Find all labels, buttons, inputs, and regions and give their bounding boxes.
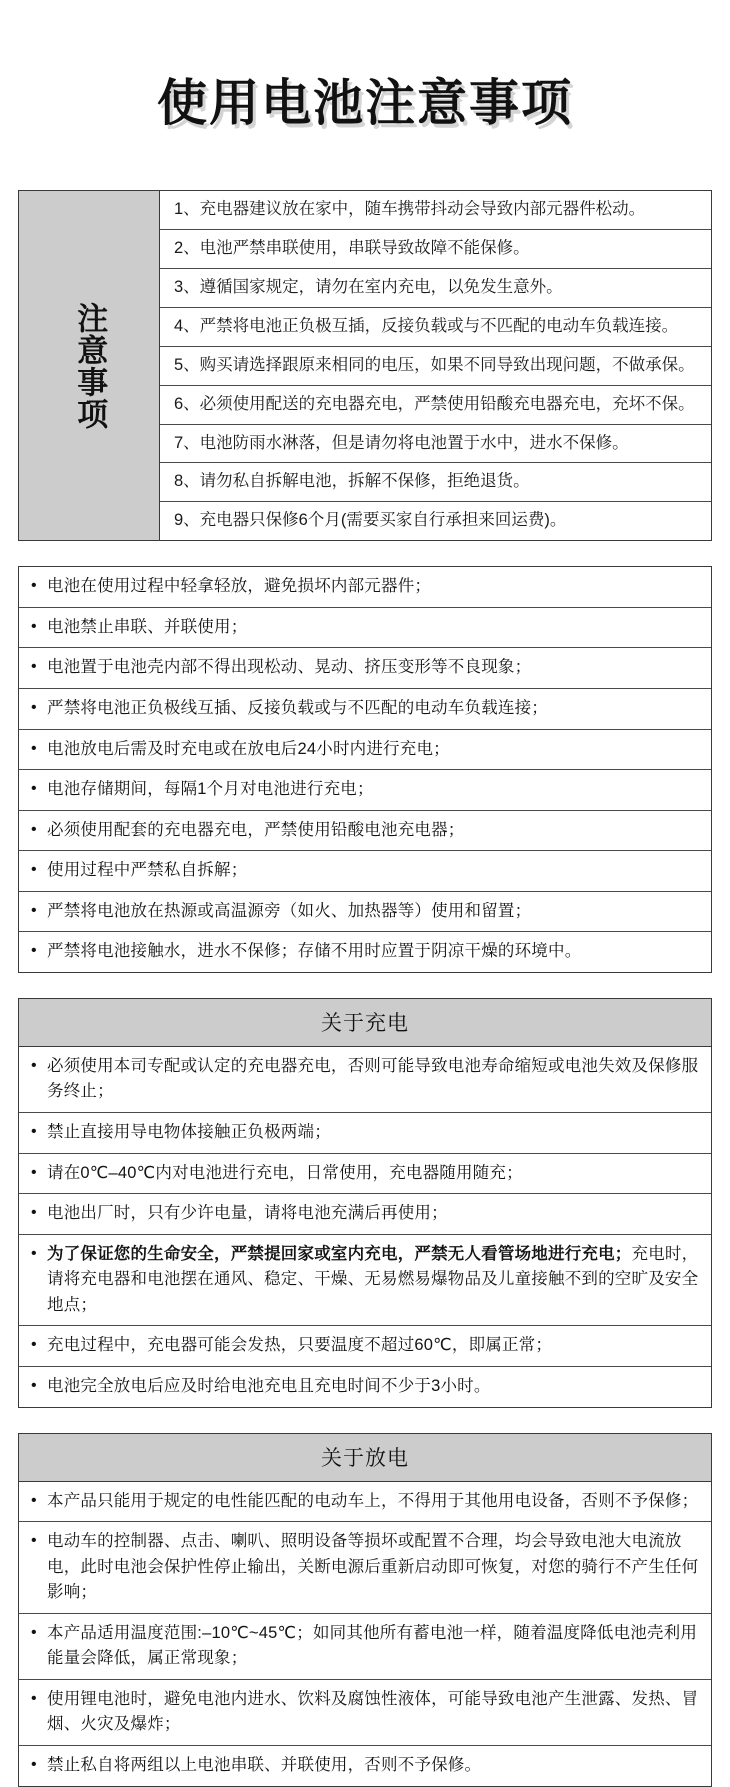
bullet-icon: •: [31, 1376, 37, 1394]
list-item-text: 禁止直接用导电物体接触正负极两端；: [47, 1123, 331, 1142]
list-item: [19, 1154, 711, 1195]
bullet-icon: •: [31, 1204, 37, 1222]
list-item: [19, 1367, 711, 1407]
usage-bullet-list: [19, 567, 711, 972]
list-item: [19, 567, 711, 608]
bullet-icon: •: [31, 1056, 37, 1074]
list-item-text: 本产品适用温度范围:–10℃~45℃；如同其他所有蓄电池一样，随着温度降低电池壳利用能量会降低，属正常现象；: [47, 1623, 698, 1668]
emphasis-lead-text: 为了保证您的生命安全，严禁提回家或室内充电，严禁无人看管场地进行充电；: [47, 1244, 632, 1263]
discharging-section-heading: 关于放电: [19, 1434, 711, 1482]
list-item: [19, 608, 711, 649]
list-item: [19, 1746, 711, 1786]
bullet-icon: •: [31, 577, 37, 595]
bullet-icon: •: [31, 1491, 37, 1509]
bullet-icon: •: [31, 780, 37, 798]
notice-table: [19, 191, 711, 540]
list-item-text: 必须使用配套的充电器充电，严禁使用铅酸电池充电器；: [47, 820, 465, 839]
list-item: [19, 1194, 711, 1235]
bullet-icon: •: [31, 658, 37, 676]
notice-table-box: [18, 190, 712, 541]
list-item: [19, 811, 711, 852]
notice-side-label-text: 注意事项: [72, 301, 108, 430]
list-item: [19, 1047, 711, 1113]
bullet-icon: •: [31, 1336, 37, 1354]
title-container: [0, 0, 730, 190]
emphasis-rest-text: 充电时，请将充电器和电池摆在通风、稳定、干燥、无易燃易爆物品及儿童接触不到的空旷及安全地点；: [47, 1244, 699, 1314]
bullet-icon: •: [31, 1163, 37, 1181]
list-item-text: 严禁将电池放在热源或高温源旁（如火、加热器等）使用和留置；: [47, 901, 532, 920]
bullet-icon: •: [31, 1123, 37, 1141]
bullet-icon: •: [31, 901, 37, 919]
list-item-text: 电池禁止串联、并联使用；: [47, 617, 248, 636]
table-row: 8、请勿私自拆解电池，拆解不保修，拒绝退货。: [160, 463, 711, 502]
discharging-section-box: [18, 1433, 712, 1787]
list-item: [19, 1482, 711, 1523]
list-item-text: 电池放电后需及时充电或在放电后24小时内进行充电；: [47, 739, 450, 758]
list-item-text: 必须使用本司专配或认定的充电器充电，否则可能导致电池寿命缩短或电池失效及保修服务终止；: [47, 1056, 699, 1101]
charging-section-heading: 关于充电: [19, 999, 711, 1047]
list-item: [19, 648, 711, 689]
list-item-text: 本产品只能用于规定的电性能匹配的电动车上，不得用于其他用电设备，否则不予保修；: [47, 1491, 699, 1510]
list-item-emphasis: [19, 1235, 711, 1327]
bullet-icon: •: [31, 1532, 37, 1550]
table-row: 2、电池严禁串联使用，串联导致故障不能保修。: [160, 230, 711, 269]
list-item-text: 电池出厂时，只有少许电量，请将电池充满后再使用；: [47, 1204, 448, 1223]
page-title: 使用电池注意事项: [157, 74, 573, 131]
bullet-icon: •: [31, 698, 37, 716]
list-item: [19, 892, 711, 933]
table-row: 7、电池防雨水淋落，但是请勿将电池置于水中，进水不保修。: [160, 425, 711, 464]
discharging-bullet-list: [19, 1482, 711, 1786]
table-row: 6、必须使用配送的充电器充电，严禁使用铅酸充电器充电，充坏不保。: [160, 386, 711, 425]
list-item: [19, 1680, 711, 1746]
table-row: 1、充电器建议放在家中，随车携带抖动会导致内部元器件松动。: [160, 191, 711, 230]
list-item: [19, 730, 711, 771]
bullet-icon: •: [31, 1689, 37, 1707]
bullet-icon: •: [31, 1756, 37, 1774]
table-row: 9、充电器只保修6个月(需要买家自行承担来回运费)。: [174, 511, 567, 530]
list-item: [19, 1614, 711, 1680]
list-item-text: 电池在使用过程中轻拿轻放，避免损坏内部元器件；: [47, 577, 432, 596]
notice-side-label: [19, 191, 160, 540]
notice-rows: [160, 191, 711, 540]
list-item-text: 使用锂电池时，避免电池内进水、饮料及腐蚀性液体，可能导致电池产生泄露、发热、冒烟、火灾及爆炸；: [47, 1689, 699, 1734]
bullet-icon: •: [31, 617, 37, 635]
list-item-text: 电池存储期间，每隔1个月对电池进行充电；: [47, 780, 374, 799]
bullet-icon: •: [31, 1244, 37, 1262]
table-row: 4、严禁将电池正负极互插，反接负载或与不匹配的电动车负载连接。: [160, 308, 711, 347]
bullet-icon: •: [31, 820, 37, 838]
charging-section-box: [18, 998, 712, 1408]
list-item: [19, 1326, 711, 1367]
list-item: [19, 770, 711, 811]
list-item-text: 充电过程中，充电器可能会发热，只要温度不超过60℃，即属正常；: [47, 1336, 553, 1355]
list-item-text: 严禁将电池正负极线互插、反接负载或与不匹配的电动车负载连接；: [47, 698, 548, 717]
bullet-icon: •: [31, 1623, 37, 1641]
list-item-text: 请在0℃–40℃内对电池进行充电，日常使用，充电器随用随充；: [47, 1163, 523, 1182]
list-item-text: [47, 1242, 699, 1319]
usage-list-box: [18, 566, 712, 973]
charging-bullet-list: [19, 1047, 711, 1407]
bullet-icon: •: [31, 861, 37, 879]
list-item: [19, 1113, 711, 1154]
list-item-text: 电池置于电池壳内部不得出现松动、晃动、挤压变形等不良现象；: [47, 658, 532, 677]
table-row: 3、遵循国家规定，请勿在室内充电，以免发生意外。: [160, 269, 711, 308]
bullet-icon: •: [31, 739, 37, 757]
list-item-text: 电动车的控制器、点击、喇叭、照明设备等损坏或配置不合理，均会导致电池大电流放电，此时电池会保护性停止输出，关断电源后重新启动即可恢复，对您的骑行不产生任何影响；: [47, 1532, 699, 1602]
bullet-icon: •: [31, 942, 37, 960]
list-item-text: 严禁将电池接触水，进水不保修；存储不用时应置于阴凉干燥的环境中。: [47, 942, 582, 961]
list-item: [19, 851, 711, 892]
list-item: [19, 932, 711, 972]
list-item-text: 禁止私自将两组以上电池串联、并联使用，否则不予保修。: [47, 1756, 482, 1775]
list-item-text: 使用过程中严禁私自拆解；: [47, 861, 248, 880]
table-row: 5、购买请选择跟原来相同的电压，如果不同导致出现问题，不做承保。: [160, 347, 711, 386]
list-item-text: 电池完全放电后应及时给电池充电且充电时间不少于3小时。: [47, 1376, 491, 1395]
list-item: [19, 689, 711, 730]
